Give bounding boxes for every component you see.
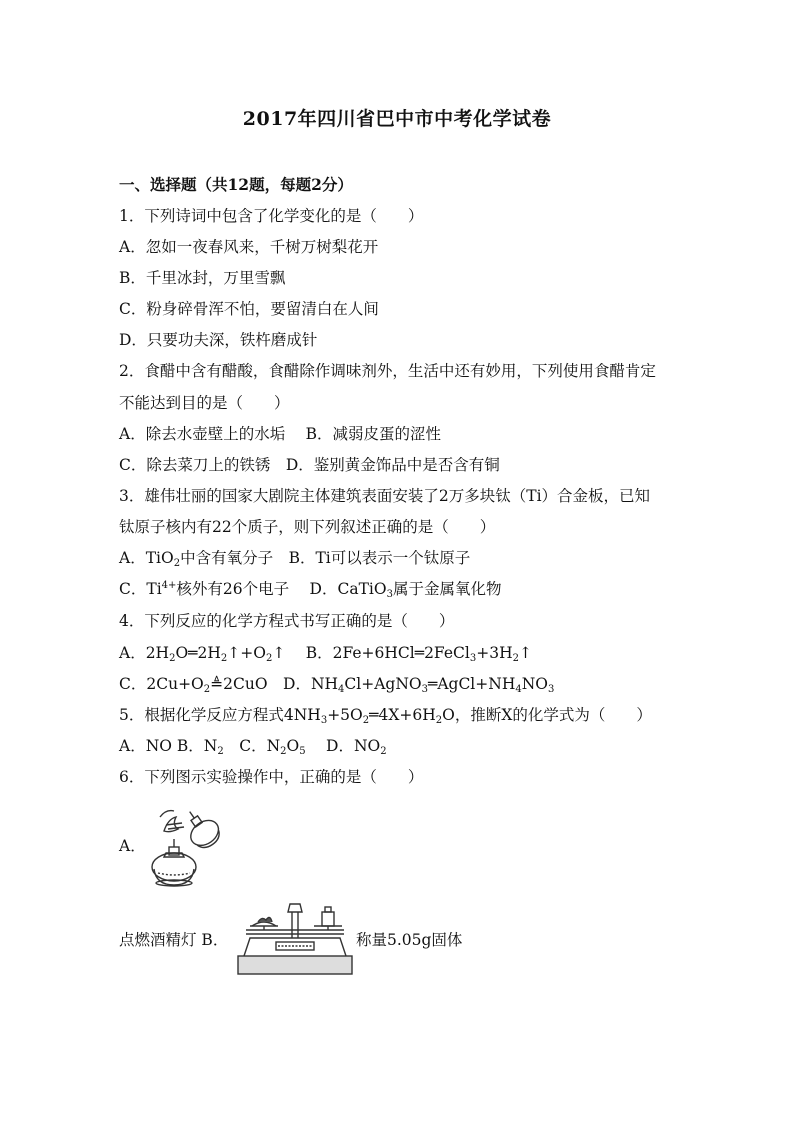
- question-1-option-a: A．忽如一夜春风来，千树万树梨花开: [119, 238, 379, 256]
- q3-a-text: A．TiO: [119, 549, 174, 567]
- question-4-stem: 4．下列反应的化学方程式书写正确的是（ ）: [119, 612, 455, 630]
- question-3-options-ab: [119, 548, 470, 568]
- q4-cd-part: C．2Cu+O: [119, 675, 204, 693]
- balance-scale-icon: [236, 896, 354, 978]
- q4-ab-sub: 2: [220, 653, 228, 664]
- q3-a-sub: 2: [173, 558, 181, 569]
- q4-cd-part: ═AgCl+NH: [428, 675, 516, 693]
- q5-opt-sub: 5: [299, 746, 306, 757]
- q3-c-sub: 3: [386, 589, 393, 600]
- question-2-stem-line2: 不能达到目的是（ ）: [119, 394, 290, 412]
- q4-cd-sub: 4: [515, 684, 522, 695]
- q4-cd-sub: 3: [421, 684, 428, 695]
- q5-sub: 3: [320, 715, 328, 726]
- q5-opt-part: C．N: [223, 737, 281, 755]
- q5-opt-part: D．NO: [305, 737, 381, 755]
- question-4-options-ab: [119, 643, 532, 663]
- question-2-stem-line1: 2．食醋中含有醋酸，食醋除作调味剂外，生活中还有妙用，下列使用食醋肯定: [119, 362, 656, 380]
- q4-ab-part: O═2H: [175, 644, 221, 662]
- q4-cd-sub: 3: [548, 684, 555, 695]
- question-6-option-b-caption: 称量5.05g固体: [356, 931, 463, 949]
- q3-c-text: C．Ti: [119, 580, 162, 598]
- question-1-option-d: D．只要功夫深，铁杵磨成针: [119, 331, 318, 349]
- q4-ab-part: +3H: [476, 644, 513, 662]
- alcohol-lamp-illustration: [146, 803, 226, 889]
- q3-c-rest: 属于金属氧化物: [392, 580, 502, 598]
- question-2-options-ab: A．除去水壶壁上的水垢 B．减弱皮蛋的涩性: [119, 425, 442, 443]
- q3-c-sup: 4+: [161, 580, 177, 591]
- q5-opt-sub: 2: [217, 746, 224, 757]
- question-3-options-cd: [119, 579, 501, 599]
- q4-ab-sub: 2: [265, 653, 273, 664]
- q5-opt-part: A．NO B．N: [119, 737, 218, 755]
- q5-sub: 2: [435, 715, 443, 726]
- q4-ab-sub: 2: [512, 653, 519, 664]
- balance-scale-illustration: [236, 896, 354, 978]
- q5-part: 5．根据化学反应方程式4NH: [119, 706, 321, 724]
- page-title: 2017年四川省巴中市中考化学试卷: [242, 108, 552, 130]
- q5-sub: 2: [362, 715, 370, 726]
- question-4-options-cd: [119, 674, 554, 694]
- q4-cd-part: Cl+AgNO: [344, 675, 422, 693]
- question-6-option-a-label: A．: [119, 837, 146, 855]
- q3-c-mid: 核外有26个电子 D．CaTiO: [176, 580, 387, 598]
- question-2-options-cd: C．除去菜刀上的铁锈 D．鉴别黄金饰品中是否含有铜: [119, 456, 500, 474]
- question-1-option-c: C．粉身碎骨浑不怕，要留清白在人间: [119, 300, 379, 318]
- question-6-stem: 6．下列图示实验操作中，正确的是（ ）: [119, 768, 424, 786]
- q4-cd-part: NO: [521, 675, 548, 693]
- question-3-stem-line1: 3．雄伟壮丽的国家大剧院主体建筑表面安装了2万多块钛（Ti）合金板，已知: [119, 487, 651, 505]
- q4-cd-part: ≜2CuO D．NH: [210, 675, 339, 693]
- q5-part: O，推断X的化学式为（ ）: [442, 706, 652, 724]
- q5-opt-sub: 2: [380, 746, 387, 757]
- q5-opt-part: O: [286, 737, 300, 755]
- question-6-option-a-caption: 点燃酒精灯 B．: [119, 931, 229, 949]
- q4-cd-sub: 2: [203, 684, 211, 695]
- question-1-stem: 1．下列诗词中包含了化学变化的是（ ）: [119, 207, 424, 225]
- question-5-options: [119, 736, 387, 756]
- question-3-stem-line2: 钛原子核内有22个质子，则下列叙述正确的是（ ）: [119, 518, 496, 536]
- q3-a-rest: 中含有氧分子 B．Ti可以表示一个钛原子: [180, 549, 471, 567]
- q4-ab-part: ↑+O: [227, 644, 266, 662]
- q4-ab-part: ↑ B．2Fe+6HCl═2FeCl: [272, 644, 470, 662]
- q5-part: ═4X+6H: [369, 706, 436, 724]
- q4-ab-sub: 3: [469, 653, 477, 664]
- q5-opt-sub: 2: [280, 746, 287, 757]
- q4-ab-part: ↑: [518, 644, 532, 662]
- q4-cd-sub: 4: [338, 684, 345, 695]
- alcohol-lamp-icon: [146, 803, 226, 889]
- question-5-stem: [119, 705, 652, 725]
- q5-part: +5O: [327, 706, 363, 724]
- section-heading: 一、选择题（共12题，每题2分）: [119, 175, 353, 194]
- q4-ab-part: A．2H: [119, 644, 170, 662]
- q4-ab-sub: 2: [169, 653, 176, 664]
- question-1-option-b: B．千里冰封，万里雪飘: [119, 269, 286, 287]
